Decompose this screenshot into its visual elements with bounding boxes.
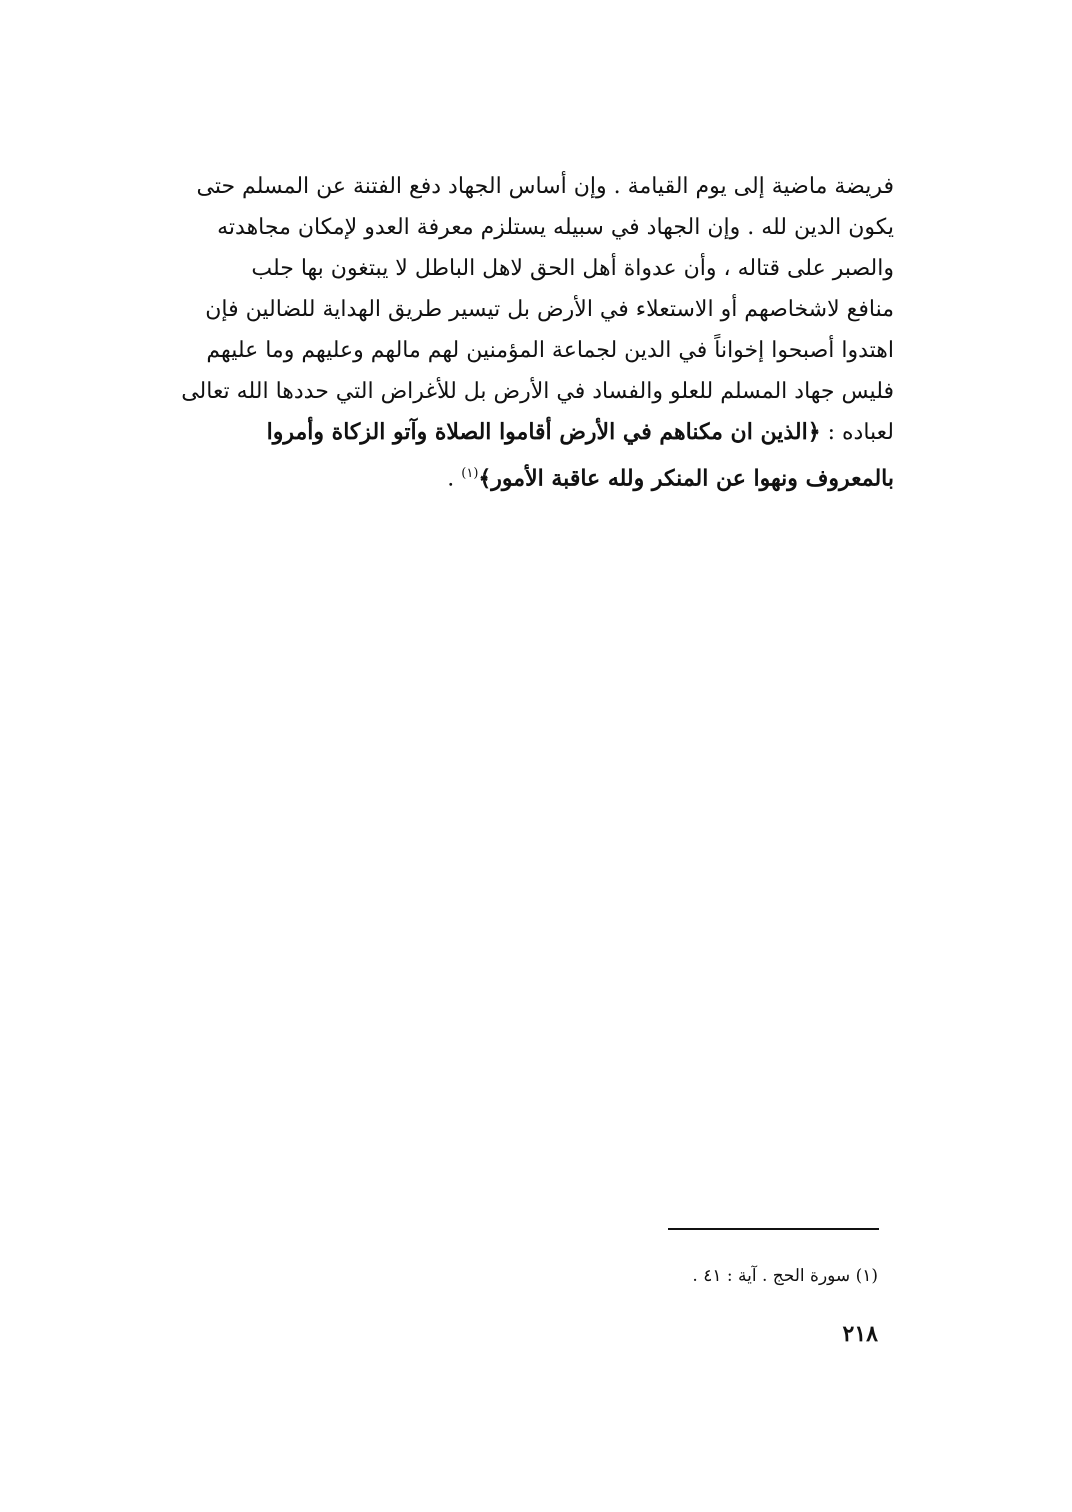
body-text bbox=[182, 166, 894, 494]
text-line-4: منافع لاشخاصهم أو الاستعلاء في الأرض بل تيسير طريق الهداية للضالين فإن bbox=[205, 297, 894, 322]
text-line-2: يكون الدين لله . وإن الجهاد في سبيله يستلزم معرفة العدو لإمكان مجاهدته bbox=[217, 215, 894, 240]
footnote-marker: (١) bbox=[461, 466, 479, 481]
text-line-5: اهتدوا أصبحوا إخواناً في الدين لجماعة المؤمنين لهم مالهم وعليهم وما عليهم bbox=[206, 338, 894, 363]
footnote: (١) سورة الحج . آية : ٤١ . bbox=[692, 1266, 878, 1286]
text-line-6: فليس جهاد المسلم للعلو والفساد في الأرض بل للأغراض التي حددها الله تعالى bbox=[181, 379, 894, 404]
text-line-1: فريضة ماضية إلى يوم القيامة . وإن أساس الجهاد دفع الفتنة عن المسلم حتى bbox=[196, 174, 894, 199]
text-line-8 bbox=[182, 453, 894, 494]
quran-verse-part-2: بالمعروف ونهوا عن المنكر ولله عاقبة الأمور﴾ bbox=[478, 465, 894, 492]
text-line-3: والصبر على قتاله ، وأن عدواة أهل الحق لاهل الباطل لا يبتغون بها جلب bbox=[251, 256, 894, 281]
text-line-7 bbox=[182, 412, 894, 453]
quran-verse-part-1: ﴿الذين ان مكناهم في الأرض أقاموا الصلاة وآتو الزكاة وأمروا bbox=[266, 419, 821, 445]
line8-suffix: . bbox=[447, 466, 462, 492]
line7-prefix: لعباده : bbox=[820, 420, 894, 445]
page-number: ٢١٨ bbox=[842, 1321, 878, 1347]
footnote-divider bbox=[668, 1228, 879, 1230]
